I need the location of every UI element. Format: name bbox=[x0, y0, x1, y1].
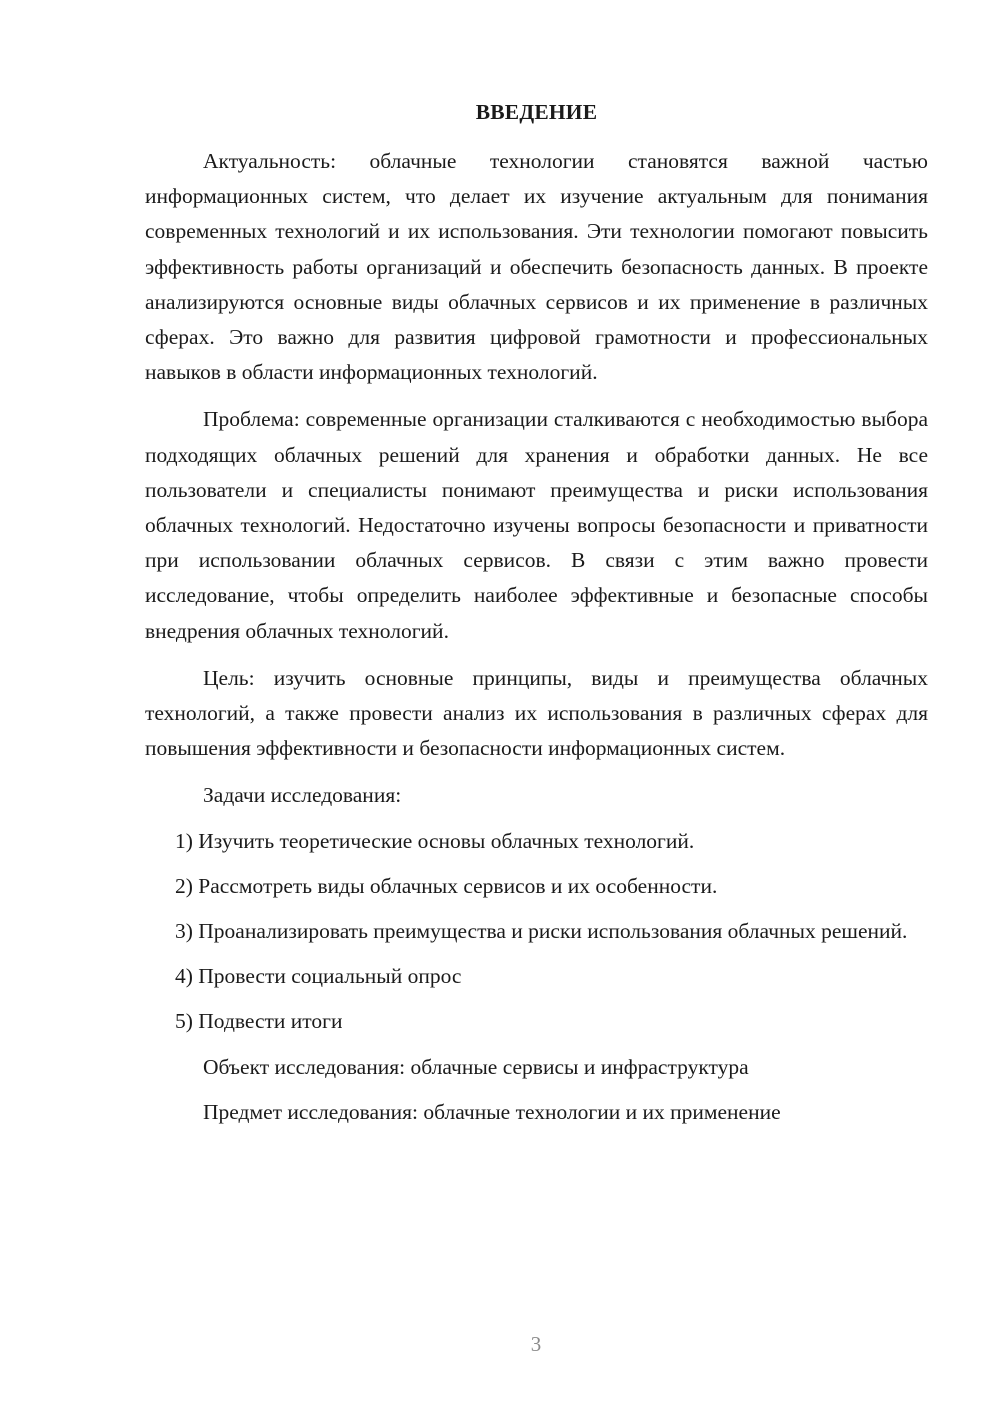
task-item: 4) Провести социальный опрос bbox=[175, 964, 462, 989]
tasks-title: Задачи исследования: bbox=[203, 783, 402, 808]
page-number: 3 bbox=[530, 1332, 542, 1356]
research-subject: Предмет исследования: облачные технологии и их применение bbox=[203, 1099, 781, 1124]
task-item: 1) Изучить теоретические основы облачных технологий. bbox=[175, 828, 695, 853]
section-heading: ВВЕДЕНИЕ bbox=[475, 100, 598, 124]
task-item: 2) Рассмотреть виды облачных сервисов и их особенности. bbox=[175, 873, 718, 898]
task-item: 5) Подвести итоги bbox=[175, 1009, 343, 1034]
research-object: Объект исследования: облачные сервисы и инфраструктура bbox=[203, 1054, 749, 1079]
relevance-paragraph: Актуальность: облачные технологии становятся важной частью информационных систем, что делает их изучение актуальным для понимания современных технологий и их использования. Эти технологии помогают повысить эффективность работы организаций и обеспечить безопасность данных. В проекте анализируются основные виды облачных сервисов и их применение в различных сферах. Это важно для развития цифровой грамотности и профессиональных навыков в области информационных технологий. bbox=[145, 149, 928, 385]
tasks-list bbox=[145, 824, 928, 1040]
task-item: 3) Проанализировать преимущества и риски использования облачных решений. bbox=[175, 919, 908, 944]
page-content bbox=[145, 95, 928, 1130]
goal-paragraph: Цель: изучить основные принципы, виды и преимущества облачных технологий, а также провести анализ их использования в различных сферах для повышения эффективности и безопасности информационных систем. bbox=[145, 665, 928, 761]
problem-paragraph: Проблема: современные организации сталкиваются с необходимостью выбора подходящих облачных решений для хранения и обработки данных. Не все пользователи и специалисты понимают преимущества и риски использования облачных технологий. Недостаточно изучены вопросы безопасности и приватности при использовании облачных сервисов. В связи с этим важно провести исследование, чтобы определить наиболее эффективные и безопасные способы внедрения облачных технологий. bbox=[145, 407, 928, 643]
